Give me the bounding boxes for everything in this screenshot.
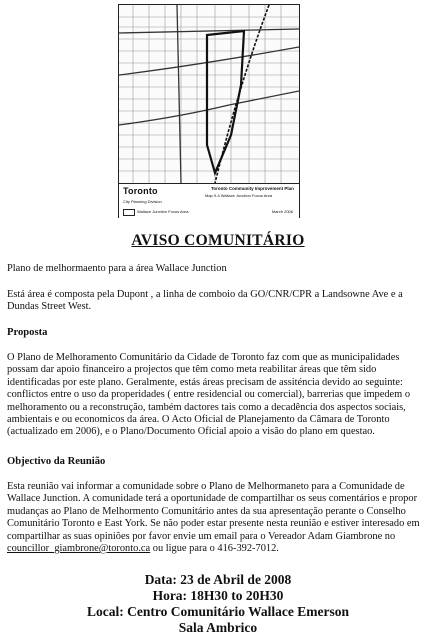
councillor-email-link[interactable]: councillor_giambrone@toronto.ca bbox=[7, 543, 151, 555]
meeting-time: Hora: 18H30 to 20H30 bbox=[152, 588, 284, 603]
notice-title: AVISO COMUNITÁRIO bbox=[131, 232, 305, 249]
map-date: March 2006 bbox=[271, 209, 293, 214]
map-subtitle: Map 9-4 Wallace Junction Focus Area bbox=[205, 193, 273, 198]
objectivo-text: Esta reunião vai informar a comunidade sobre o Plano de Melhormaneto para a Comunidade de Wallace Junction. A comunidade terá a oportunidade de compartilhar os seus comentários e propor mudanças ao Plano de Melhormento Comunitário antes da sua apresentação perante o Conselho Comunitário Toronto e East York. Se não poder estar presente nesta reunião e estiver interesado em compartilhar as suas opiniões por favor envie um email para o Vereador Adam Giambrone no bbox=[7, 481, 420, 542]
legend-swatch bbox=[123, 209, 135, 216]
plan-line: Plano de melhormaento para a área Wallace Junction bbox=[7, 263, 227, 274]
proposta-body: O Plano de Melhoramento Comunitário da Cidade de Toronto faz com que as municipalidades possam dar apoio financeiro a projectos que têm como meta reabilitar áreas que têm sido identificadas por este plano. Geralmente, estás áreas precisam de assiténcia devido ao seguinte: conflictos entre o uso da properidades ( entre residencial ou comercial), barrerias que impedem o melhoramento ou a reconstrução, também dactores tais como a decadência dos aspectos sociais, ambientais e ou economicos da área. O Acto Oficial de Planejamento da Câmara de Toronto (actualizado em 2006), e o Plano/Documento Oficial apoio a visão do plano em questao. bbox=[7, 352, 411, 438]
area-description: Está área é composta pela Dupont , a linha de comboio da GO/CNR/CPR a Landsowne Ave e a Dundas Street West. bbox=[7, 289, 403, 313]
objectivo-heading: Objectivo da Reunião bbox=[7, 456, 106, 467]
map-title: Toronto Community Improvement Plan bbox=[211, 186, 294, 191]
legend-label: Wallace Junction Focus Area bbox=[137, 209, 189, 214]
proposta-heading: Proposta bbox=[7, 327, 48, 338]
street-map-drawing bbox=[119, 5, 299, 183]
meeting-room: Sala Ambrico bbox=[178, 620, 258, 635]
objectivo-phone-text: ou ligue para o 416-392-7012. bbox=[150, 543, 279, 555]
toronto-logo: Toronto bbox=[123, 186, 158, 196]
area-map bbox=[118, 4, 300, 218]
objectivo-body bbox=[7, 481, 431, 555]
logo-subtitle: City Planning Division bbox=[123, 199, 162, 204]
map-legend bbox=[119, 183, 299, 220]
meeting-location: Local: Centro Comunitário Wallace Emerson bbox=[87, 604, 349, 619]
meeting-date: Data: 23 de Abril de 2008 bbox=[144, 572, 292, 587]
